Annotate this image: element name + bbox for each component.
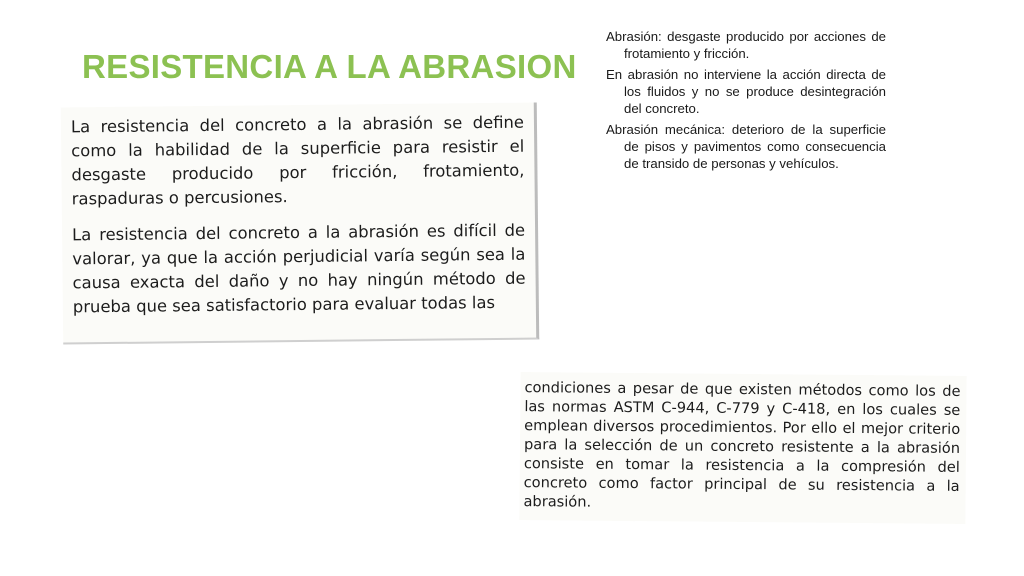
definition-mechanical-abrasion: Abrasión mecánica: deterioro de la superficie de pisos y pavimentos como consecuencia de transido de personas y vehículos.: [606, 122, 886, 171]
scan-paragraph-continuation: condiciones a pesar de que existen métodos como los de las normas ASTM C-944, C-779 y C-418, en los cuales se emplean diversos procedimientos. Por ello el mejor criterio para la selección de un concreto resistente a la abrasión consiste en tomar la resistencia a la compresión del concreto como factor principal de su resistencia a la abrasión.: [523, 379, 961, 511]
scan-paragraph-definition: La resistencia del concreto a la abrasión se define como la habilidad de la superficie para resistir el desgaste producido por fricción, frotamiento, raspaduras o percusiones.: [70, 112, 525, 209]
definition-abrasion: Abrasión: desgaste producido por acciones de frotamiento y fricción.: [606, 29, 886, 61]
scanned-excerpt-top: [61, 103, 539, 345]
slide-title: RESISTENCIA A LA ABRASION: [82, 48, 577, 85]
definitions-block: [606, 28, 886, 176]
scanned-excerpt-bottom: [519, 372, 966, 524]
definition-fluids: En abrasión no interviene la acción directa de los fluidos y no se produce desintegración del concreto.: [606, 67, 886, 116]
scan-paragraph-evaluation: La resistencia del concreto a la abrasión es difícil de valorar, ya que la acción perjudicial varía según sea la causa exacta del daño y no hay ningún método de prueba que sea satisfactorio para evaluar todas las: [72, 220, 526, 317]
